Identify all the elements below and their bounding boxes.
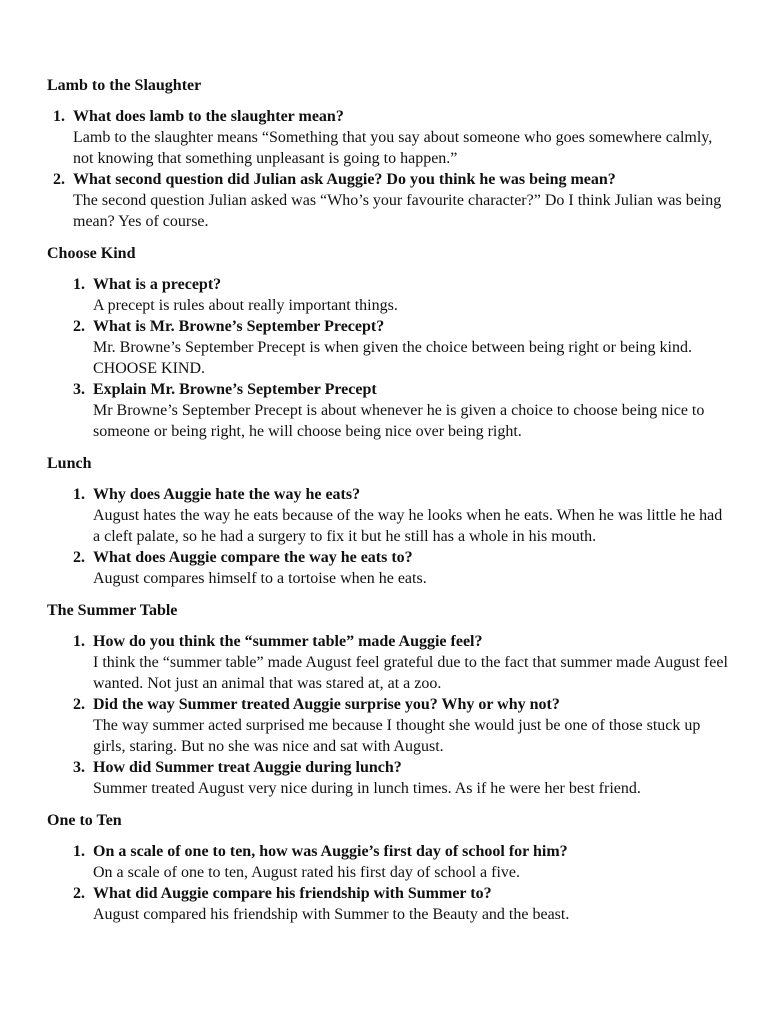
question-text: What does Auggie compare the way he eats to?	[93, 549, 413, 566]
section-title: One to Ten	[47, 812, 122, 829]
question-text: Did the way Summer treated Auggie surprise you? Why or why not?	[93, 696, 560, 713]
item-number: 1.	[73, 486, 85, 503]
section-choose-kind	[47, 243, 728, 442]
question-text: Why does Auggie hate the way he eats?	[93, 486, 361, 503]
question-item	[47, 883, 728, 925]
question-text: Explain Mr. Browne’s September Precept	[93, 381, 377, 398]
question-list	[47, 274, 728, 442]
question-list	[47, 841, 728, 925]
question-text: How do you think the “summer table” made Auggie feel?	[93, 633, 483, 650]
question-item	[47, 169, 728, 232]
answer-text: The second question Julian asked was “Who’s your favourite character?” Do I think Julian was being mean? Yes of course.	[73, 192, 722, 230]
item-number: 2.	[73, 549, 85, 566]
section-title: Lunch	[47, 455, 92, 472]
item-number: 2.	[53, 171, 65, 188]
item-number: 1.	[53, 108, 65, 125]
item-number: 2.	[73, 885, 85, 902]
question-text: What did Auggie compare his friendship with Summer to?	[93, 885, 492, 902]
question-text: What is a precept?	[93, 276, 222, 293]
answer-text: The way summer acted surprised me because I thought she would just be one of those stuck up girls, staring. But no she was nice and sat with August.	[93, 717, 701, 755]
answer-text: On a scale of one to ten, August rated his first day of school a five.	[93, 864, 520, 881]
question-item	[47, 757, 728, 799]
item-number: 3.	[73, 759, 85, 776]
question-item	[47, 316, 728, 379]
section-one-to-ten	[47, 810, 728, 925]
item-number: 1.	[73, 843, 85, 860]
item-number: 1.	[73, 276, 85, 293]
answer-text: Summer treated August very nice during in lunch times. As if he were her best friend.	[93, 780, 641, 797]
answer-text: August compares himself to a tortoise when he eats.	[93, 570, 427, 587]
section-title: Lamb to the Slaughter	[47, 77, 202, 94]
question-item	[47, 694, 728, 757]
question-item	[47, 631, 728, 694]
question-item	[47, 274, 728, 316]
answer-text: August hates the way he eats because of the way he looks when he eats. When he was little he had a cleft palate, so he had a surgery to fix it but he still has a whole in his mouth.	[93, 507, 723, 545]
section-title: Choose Kind	[47, 245, 136, 262]
item-number: 2.	[73, 696, 85, 713]
question-item	[47, 484, 728, 547]
answer-text: Lamb to the slaughter means “Something that you say about someone who goes somewhere calmly, not knowing that something unpleasant is going to happen.”	[73, 129, 713, 167]
section-lamb-to-the-slaughter	[47, 75, 728, 232]
answer-text: August compared his friendship with Summer to the Beauty and the beast.	[93, 906, 570, 923]
section-lunch	[47, 453, 728, 589]
question-item	[47, 106, 728, 169]
question-text: On a scale of one to ten, how was Auggie’s first day of school for him?	[93, 843, 568, 860]
question-list	[47, 106, 728, 232]
question-text: What second question did Julian ask Auggie? Do you think he was being mean?	[73, 171, 616, 188]
question-text: How did Summer treat Auggie during lunch?	[93, 759, 402, 776]
question-item	[47, 841, 728, 883]
item-number: 3.	[73, 381, 85, 398]
question-list	[47, 484, 728, 589]
answer-text: Mr. Browne’s September Precept is when given the choice between being right or being kind. CHOOSE KIND.	[93, 339, 692, 377]
answer-text: A precept is rules about really important things.	[93, 297, 398, 314]
question-text: What does lamb to the slaughter mean?	[73, 108, 344, 125]
question-item	[47, 379, 728, 442]
question-list	[47, 631, 728, 799]
item-number: 2.	[73, 318, 85, 335]
answer-text: Mr Browne’s September Precept is about whenever he is given a choice to choose being nice to someone or being right, he will choose being nice over being right.	[93, 402, 705, 440]
question-text: What is Mr. Browne’s September Precept?	[93, 318, 385, 335]
item-number: 1.	[73, 633, 85, 650]
question-item	[47, 547, 728, 589]
section-title: The Summer Table	[47, 602, 178, 619]
section-the-summer-table	[47, 600, 728, 799]
answer-text: I think the “summer table” made August feel grateful due to the fact that summer made August feel wanted. Not just an animal that was stared at, at a zoo.	[93, 654, 728, 692]
